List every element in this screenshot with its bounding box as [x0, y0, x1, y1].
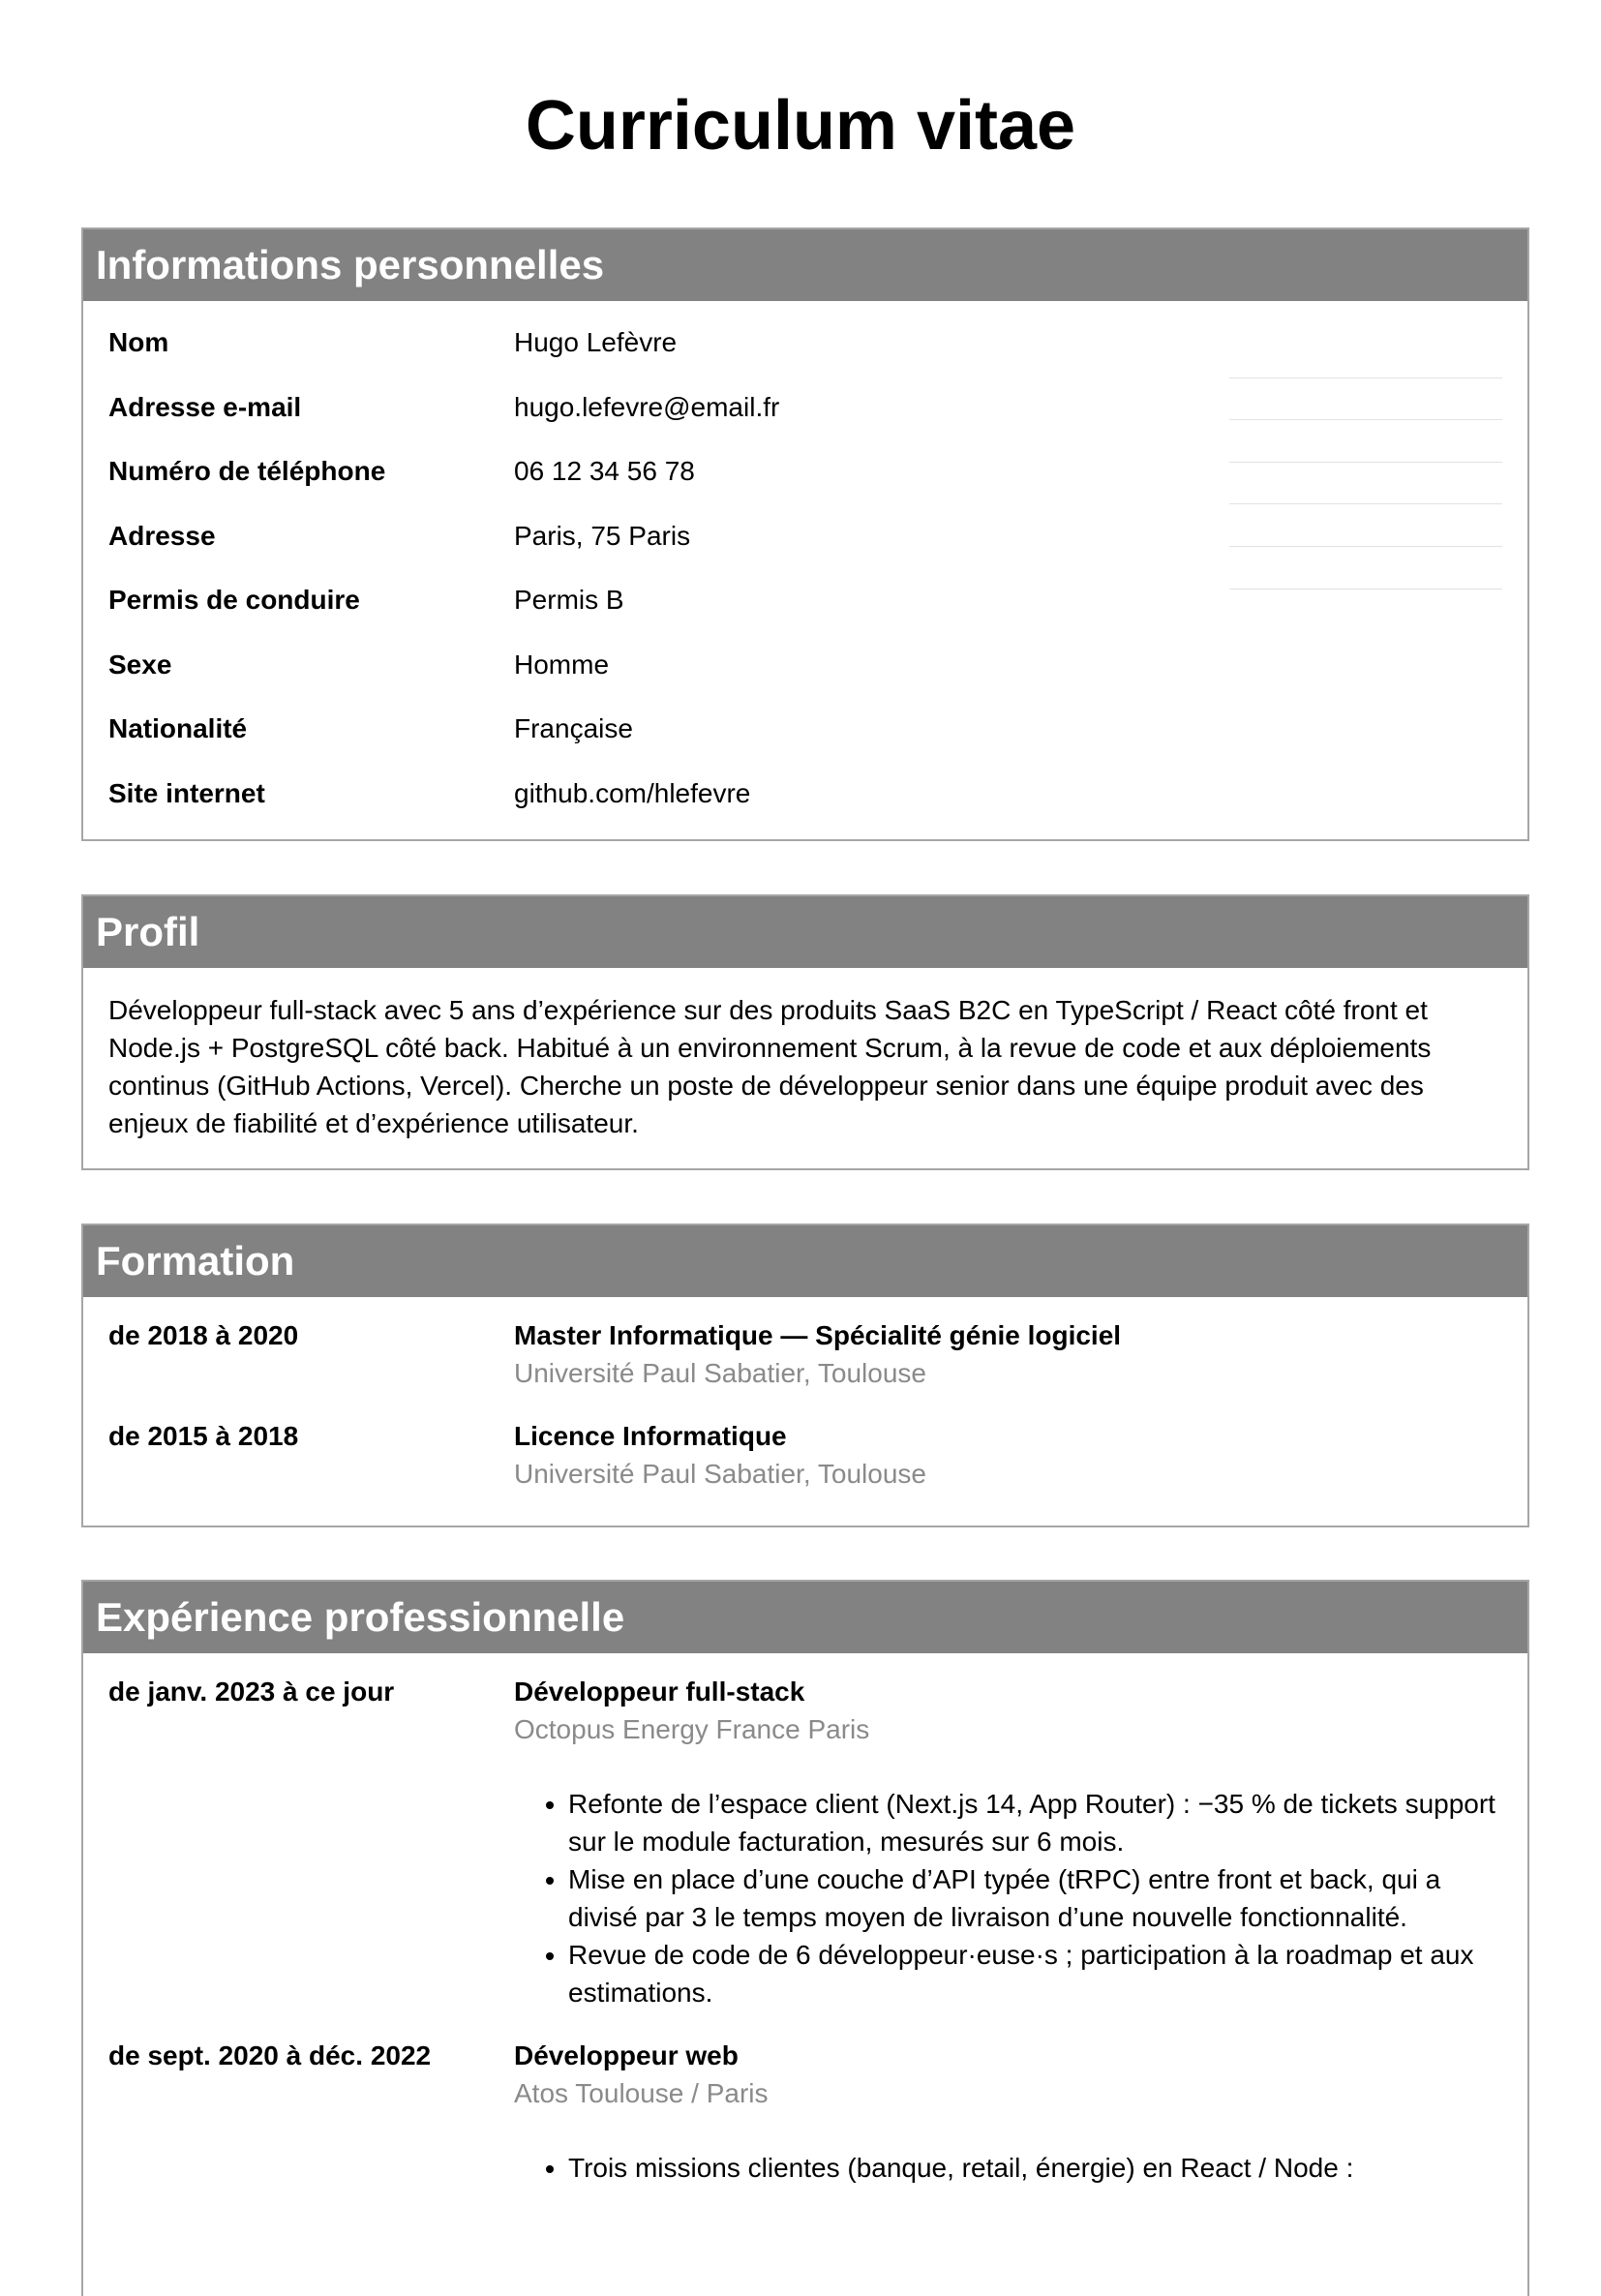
info-label: Nom: [108, 327, 169, 357]
achievement-list: [514, 1785, 1502, 2011]
thumbnail-row: [1229, 378, 1502, 421]
info-value: hugo.lefevre@email.fr: [514, 391, 780, 422]
section-education: [81, 1224, 1529, 1527]
thumbnail-line: [1258, 394, 1502, 403]
thumbnail-row: [1229, 420, 1502, 463]
info-label: Adresse e-mail: [108, 391, 302, 422]
info-value[interactable]: github.com/hlefevre: [514, 777, 751, 808]
experience-body: [83, 1653, 1527, 2187]
section-profile: [81, 894, 1529, 1170]
thumbnail-line: [1258, 479, 1502, 488]
section-personal-info: [81, 227, 1529, 841]
achievement-item: • Revue de code de 6 développeur·euse·s ; participation à la roadmap et aux estimations.: [568, 1936, 1502, 2011]
section-heading: Profil: [83, 896, 1527, 968]
info-label: Nationalité: [108, 713, 248, 743]
entry-content: [514, 2037, 1502, 2187]
document-title: Curriculum vitae: [525, 87, 1076, 165]
entry-content: [514, 1417, 1502, 1493]
info-value: Permis B: [514, 585, 624, 615]
info-value: Paris, 75 Paris: [514, 520, 691, 551]
thumbnail-row: [1229, 504, 1502, 547]
entry-date: de sept. 2020 à déc. 2022: [108, 2040, 432, 2070]
entry-date: de 2015 à 2018: [108, 1421, 299, 1451]
info-label: Sexe: [108, 649, 172, 680]
entry-title: Développeur web: [514, 2040, 739, 2070]
education-entry: [108, 1316, 1502, 1417]
education-body: [83, 1297, 1527, 1493]
entry-institution: Université Paul Sabatier, Toulouse: [514, 1459, 926, 1489]
info-row-gender: [108, 649, 1502, 713]
entry-content: [514, 1316, 1502, 1417]
thumbnail-row: [1229, 463, 1502, 505]
info-row-website: [108, 777, 1502, 842]
achievement-item: • Trois missions clientes (banque, retail, énergie) en React / Node :: [568, 2149, 1502, 2187]
achievement-item: • Mise en place d’une couche d’API typée (tRPC) entre front et back, qui a divisé par 3 le temps moyen de livraison d’une nouvelle fonctionnalité.: [568, 1860, 1502, 1936]
info-label: Site internet: [108, 777, 265, 808]
entry-company: Octopus Energy France Paris: [514, 1714, 870, 1744]
section-heading: Informations personnelles: [83, 229, 1527, 301]
entry-title: Développeur full-stack: [514, 1677, 805, 1707]
entry-date: de 2018 à 2020: [108, 1320, 299, 1350]
section-heading: Formation: [83, 1225, 1527, 1297]
info-value: Hugo Lefèvre: [514, 327, 678, 357]
entry-title: Licence Informatique: [514, 1421, 787, 1451]
section-experience: [81, 1580, 1529, 2296]
info-value: 06 12 34 56 78: [514, 456, 695, 486]
entry-date: de janv. 2023 à ce jour: [108, 1677, 395, 1707]
entry-title: Master Informatique — Spécialité génie logiciel: [514, 1320, 1122, 1350]
info-label: Permis de conduire: [108, 585, 360, 615]
thumbnail-line: [1258, 352, 1502, 361]
info-value: Française: [514, 713, 633, 743]
profile-body: [83, 968, 1527, 1142]
info-label: Numéro de téléphone: [108, 456, 386, 486]
entry-content: [514, 1673, 1502, 2037]
achievement-list: [514, 2149, 1502, 2187]
entry-company: Atos Toulouse / Paris: [514, 2078, 769, 2108]
info-row-nationality: [108, 712, 1502, 777]
embedded-thumbnail-image: [1229, 336, 1502, 589]
achievement-item: • Refonte de l’espace client (Next.js 14, App Router) : −35 % de tickets support sur le module facturation, mesurés sur 6 mois.: [568, 1785, 1502, 1860]
section-heading: Expérience professionnelle: [83, 1582, 1527, 1653]
thumbnail-line: [1258, 521, 1502, 529]
thumbnail-line: [1258, 437, 1502, 445]
education-entry: [108, 1417, 1502, 1493]
personal-info-body: [83, 301, 1527, 841]
thumbnail-row: [1229, 547, 1502, 589]
experience-entry: [108, 2037, 1502, 2187]
info-label: Adresse: [108, 520, 216, 551]
experience-entry: [108, 1673, 1502, 2037]
entry-institution: Université Paul Sabatier, Toulouse: [514, 1358, 926, 1388]
info-row-license: [108, 584, 1502, 649]
profile-text: Développeur full-stack avec 5 ans d’expérience sur des produits SaaS B2C en TypeScript / React côté front et Node.js + PostgreSQL côté back. Habitué à un environnement Scrum, à la revue de code et aux déploiements continus (GitHub Actions, Vercel). Cherche un poste de développeur senior dans une équipe produit avec des enjeux de fiabilité et d’expérience utilisateur.: [108, 995, 1432, 1138]
info-value: Homme: [514, 649, 610, 680]
thumbnail-row: [1229, 336, 1502, 378]
thumbnail-line: [1258, 563, 1502, 572]
